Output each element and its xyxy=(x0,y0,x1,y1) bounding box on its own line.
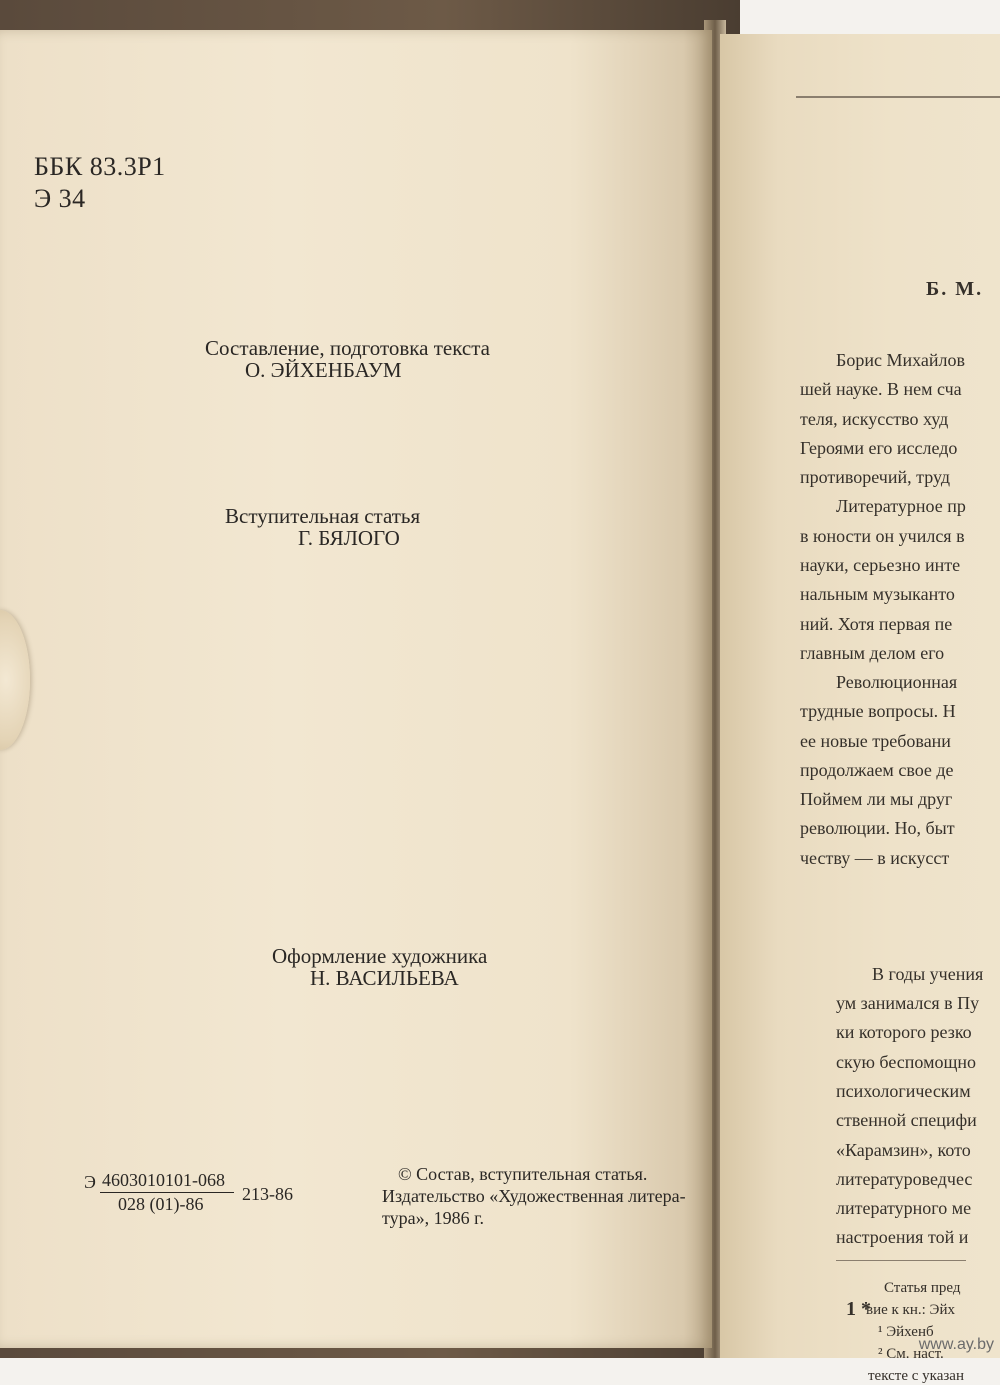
thumb xyxy=(0,610,30,750)
watermark: www.ay.by xyxy=(918,1336,994,1353)
text-line: революции. Но, быт xyxy=(800,818,955,838)
text-line: главным делом его xyxy=(800,643,945,663)
index-top: 4603010101-068 xyxy=(102,1170,225,1190)
text-line: скую беспомощно xyxy=(836,1052,976,1072)
intro-name: Г. БЯЛОГО xyxy=(298,526,400,550)
index-fraction-line xyxy=(100,1192,234,1193)
copyright-line-1: © Состав, вступительная статья. xyxy=(398,1164,648,1184)
text-line: психологическим xyxy=(836,1081,971,1101)
text-line: продолжаем свое де xyxy=(800,760,954,780)
text-line: Революционная xyxy=(836,672,958,692)
text-line: ее новые требовани xyxy=(800,731,951,751)
index-prefix: Э xyxy=(84,1172,96,1192)
index-bottom: 028 (01)-86 xyxy=(118,1194,204,1214)
index-suffix: 213-86 xyxy=(242,1184,293,1204)
text-line: ственной специфи xyxy=(836,1110,977,1130)
copyright-line-2: Издательство «Художественная литера- xyxy=(382,1186,686,1206)
signature-mark: 1 * xyxy=(846,1298,871,1320)
footnote-line: тексте с указан xyxy=(868,1368,964,1384)
top-rule xyxy=(796,96,1000,98)
text-line: в юности он учился в xyxy=(800,526,965,546)
text-line: нальным музыканто xyxy=(800,584,955,604)
text-line: В годы учения xyxy=(872,964,984,984)
text-line: настроения той и xyxy=(836,1227,969,1247)
text-line: теля, искусство худ xyxy=(800,409,949,429)
text-line: честву — в искусст xyxy=(800,848,950,868)
text-line: шей науке. В нем сча xyxy=(800,379,962,399)
text-line: ки которого резко xyxy=(836,1022,972,1042)
footnote-line: ² См. наст. xyxy=(878,1346,944,1362)
text-line: Литературное пр xyxy=(836,496,966,516)
design-role: Оформление художника xyxy=(272,944,488,968)
footnote-line: ¹ Эйхенб xyxy=(878,1324,934,1340)
bbk-code: ББК 83.3Р1 xyxy=(34,152,166,181)
right-page xyxy=(720,34,1000,1384)
compiler-role: Составление, подготовка текста xyxy=(205,336,490,360)
design-name: Н. ВАСИЛЬЕВА xyxy=(310,966,459,990)
text-line: трудные вопросы. Н xyxy=(800,701,956,721)
intro-role: Вступительная статья xyxy=(225,504,421,528)
footnote-line: вие к кн.: Эйх xyxy=(866,1302,955,1318)
text-line: противоречий, труд xyxy=(800,467,951,487)
text-line: литературоведчес xyxy=(836,1169,973,1189)
text-line: литературного ме xyxy=(836,1198,972,1218)
text-line: Героями его исследо xyxy=(800,438,958,458)
left-page xyxy=(0,30,712,1348)
text-line: ум занимался в Пу xyxy=(836,993,980,1013)
compiler-name: О. ЭЙХЕНБАУМ xyxy=(245,358,402,382)
footnote-line: Статья пред xyxy=(884,1280,961,1296)
chapter-heading: Б. М. xyxy=(926,278,984,300)
text-line: Поймем ли мы друг xyxy=(800,789,953,809)
text-line: Борис Михайлов xyxy=(836,350,965,370)
copyright-line-3: тура», 1986 г. xyxy=(382,1208,484,1228)
footnote-rule xyxy=(836,1260,966,1261)
text-line: науки, серьезно инте xyxy=(800,555,961,575)
author-mark: Э 34 xyxy=(34,184,86,213)
text-line: ний. Хотя первая пе xyxy=(800,614,953,634)
text-line: «Карамзин», кото xyxy=(836,1140,971,1160)
